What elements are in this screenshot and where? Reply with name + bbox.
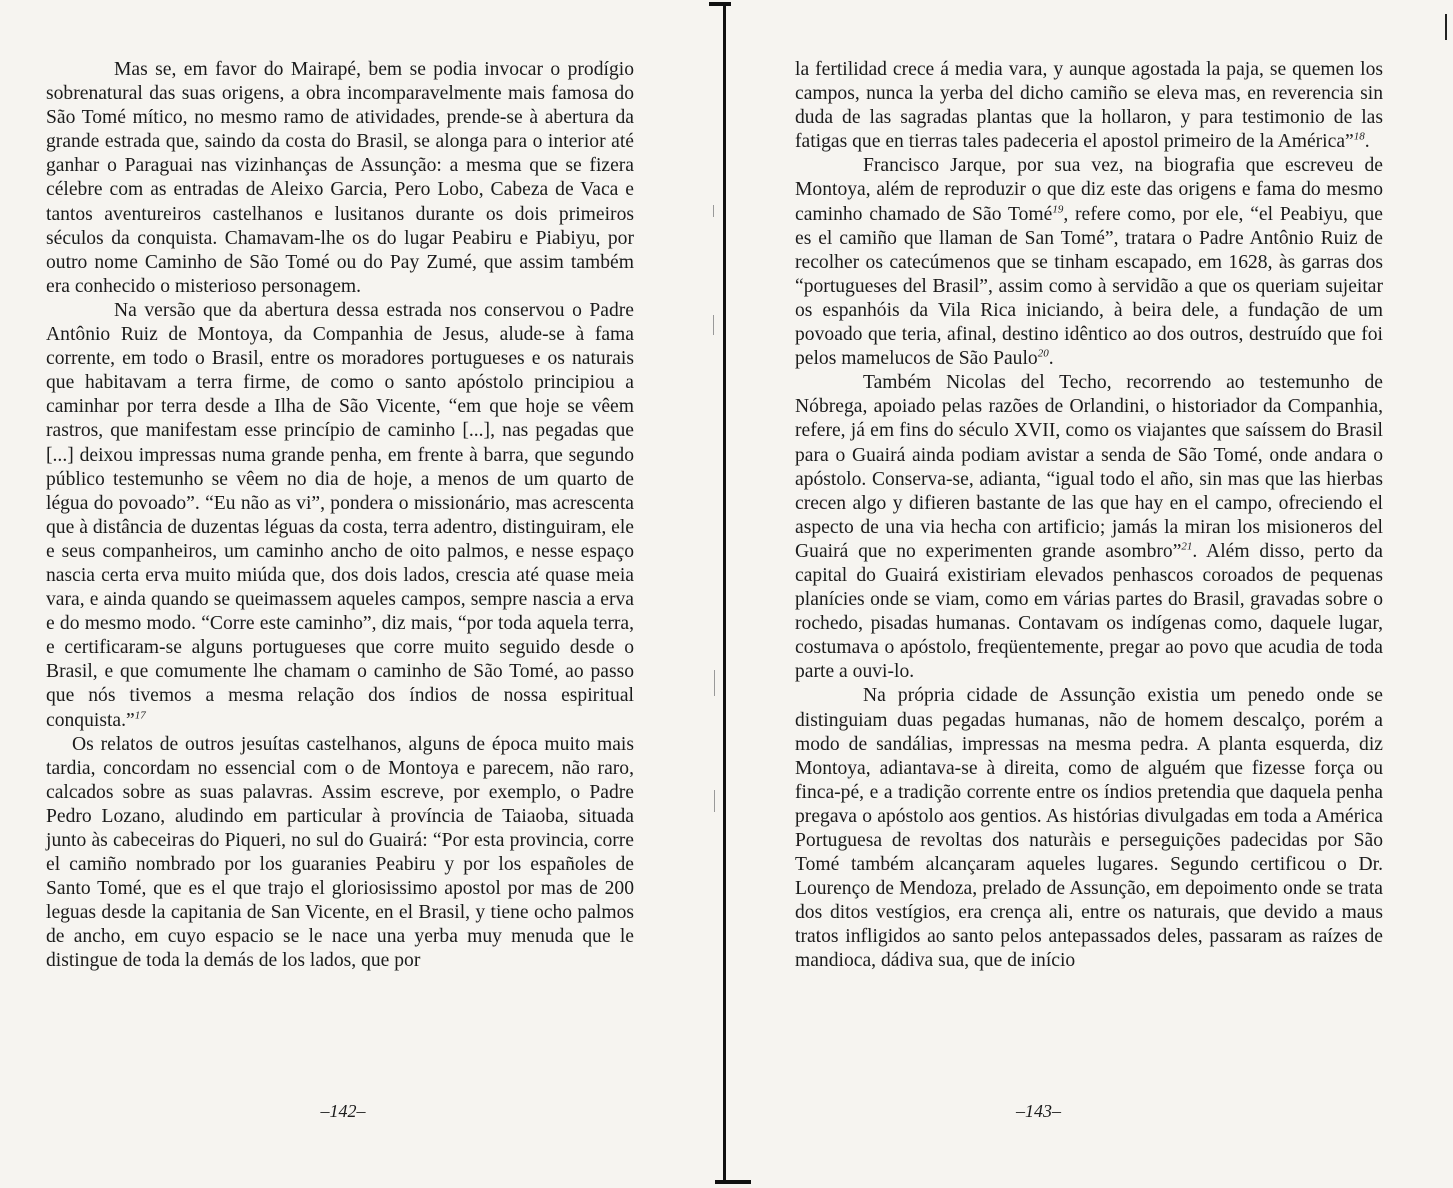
- footnote-ref-17: 17: [134, 709, 146, 721]
- page-number: –142–: [320, 1101, 366, 1121]
- paragraph: [795, 58, 1383, 154]
- paragraph: [46, 299, 634, 733]
- footnote-ref-18: 18: [1353, 130, 1365, 143]
- scan-speck: [713, 315, 714, 335]
- paragraph: Mas se, em favor do Mairapé, bem se podia invocar o prodígio sobrenatural das suas origens, a obra incomparavelmente mais famosa do São Tomé mítico, no mesmo ramo de atividades, prende-se à abertura da grande estrada que, saindo da costa do Brasil, se alonga para o interior até ganhar o Paraguai nas vizinhanças de Assunção: a mesma que se fizera célebre com as entradas de Aleixo Garcia, Pero Lobo, Cabeza de Vaca e tantos aventureiros castelhanos e lusitanos durante os dois primeiros séculos da conquista. Chamavam-lhe os do lugar Peabiru e Piabiyu, por outro nome Caminho de São Tomé ou do Pay Zumé, que assim também era conhecido o misterioso personagem.: [46, 59, 634, 297]
- right-page-body: [795, 58, 1383, 974]
- paragraph-text: Também Nicolas del Techo, recorrendo ao testemunho de Nóbrega, apoiado pelas razões de Orlandini, o historiador da Companhia, refere, já em fins do século XVII, como os viajantes que saíssem do Brasil para o Guairá ainda podiam avistar a senda de São Tomé, onde andara o apóstolo. Conserva-se, adianta, “igual todo el año, sin mas que las hierbas crecen algo y difieren bastante de las que hay en el campo, ofreciendo el aspecto de una via hecha con artificio; jamás la miran los misioneros del Guairá que no experimenten grande asombro”: [795, 372, 1383, 562]
- paragraph-text: Na versão que da abertura dessa estrada nos conservou o Padre Antônio Ruiz de Montoya, da Companhia de Jesus, alude-se à fama corrente, em todo o Brasil, entre os moradores portugueses e os naturais que habitavam a terra firme, de como o santo apóstolo principiou a caminhar por terra desde a Ilha de São Vicente, “em que hoje se vêem rastros, que manifestam esse princípio de caminho [...], nas pegadas que [...] deixou impressas numa grande penha, em frente à barra, que segundo público testemunho se vêem no dia de hoje, a menos de um quarto de légua do povoado”. “Eu não as vi”, pondera o missionário, mas acrescenta que à distância de duzentas léguas da costa, terra adentro, distinguiram, ele e seus companheiros, um caminho ancho de oito palmos, e nesse espaço nascia certa erva muito miúda que, dos dois lados, crescia até quase meia vara, e ainda quando se queimassem aqueles campos, sempre nascia a erva e do mesmo modo. “Corre este caminho”, diz mais, “por toda aquela terra, e certificaram-se alguns portugueses que corre muito seguido desde o Brasil, e que comumente lhe chamam o caminho de São Tomé, ao passo que nós tivemos a mesma relação dos índios de nossa espiritual conquista.”: [46, 299, 634, 731]
- left-page: [0, 0, 718, 1188]
- scan-speck: [714, 790, 715, 812]
- period: .: [1048, 348, 1054, 370]
- period: .: [1364, 131, 1370, 153]
- scan-speck: [713, 205, 714, 217]
- paragraph-text: , refere como, por ele, “el Peabiyu, que es el camiño que llaman de San Tomé”, tratara o Padre Antônio Ruiz de recolher os catecúmenos que se tinham escapado, em 1628, às garras dos “portugueses del Brasil”, assim como à servidão a que os queriam sujeitar os espanhóis da Vila Rica iniciando, à beira dele, a fundação de um povoado que teria, afinal, destino idêntico ao dos outros, destruído que foi pelos mamelucos de São Paulo: [795, 203, 1383, 370]
- gutter-binding: [719, 0, 731, 1188]
- page-number: –143–: [1016, 1101, 1061, 1121]
- paragraph-text: Francisco Jarque, por sua vez, na biografia que escreveu de Montoya, além de reproduzir o que diz este das origens e fama do mesmo caminho chamado de São Tomé: [795, 155, 1383, 225]
- gutter-rule: [723, 6, 726, 1182]
- left-page-body: [46, 58, 634, 974]
- scan-speck: [714, 670, 715, 696]
- paragraph-text: . Além disso, perto da capital do Guairá existiriam elevados penhascos coroados de pequenas planícies onde se viam, como em várias partes do Brasil, gravadas sobre o rochedo, pisadas humanas. Contavam os indígenas como, daquele lugar, costumava o apóstolo, freqüentemente, pregar ao povo que acudia de toda parte a ouvi-lo.: [795, 540, 1383, 683]
- paragraph: Na própria cidade de Assunção existia um penedo onde se distinguiam duas pegadas humanas, não de homem descalço, porém a modo de sandálias, impressas na mesma pedra. A planta esquerda, diz Montoya, adiantava-se à direita, como de alguém que fizesse força ou finca-pé, e a tradição corrente entre os índios pretendia que daquela penha pregava o apóstolo aos gentios. As histórias divulgadas em toda a América Portuguesa de revoltas dos naturàis e perseguições padecidas por São Tomé também alcançaram aqueles lugares. Segundo certificou o Dr. Lourenço de Mendoza, prelado de Assunção, em depoimento onde se trata dos ditos vestígios, era crença ali, entre os naturais, que devido a maus tratos infligidos ao santo pelos antepassados deles, passaram as raízes de mandioca, dádiva sua, que de início: [795, 685, 1383, 972]
- gutter-rule-top: [709, 2, 731, 6]
- right-page: [740, 0, 1453, 1188]
- footnote-ref-20: 20: [1037, 347, 1049, 360]
- footnote-ref-21: 21: [1181, 540, 1193, 553]
- footnote-ref-19: 19: [1052, 203, 1064, 216]
- page-edge-mark: [1445, 14, 1447, 40]
- paragraph: Os relatos de outros jesuítas castelhanos, alguns de época muito mais tardia, concordam no essencial com o de Montoya e parecem, não raro, calcados sobre as suas palavras. Assim escreve, por exemplo, o Padre Pedro Lozano, aludindo em particular à província de Taiaoba, situada junto às cabeceiras do Piqueri, no sul do Guairá: “Por esta provincia, corre el camiño nombrado por los guaranies Peabiru y por los españoles de Santo Tomé, que es el que trajo el gloriosissimo apostol por mas de 200 leguas desde la capitania de San Vicente, en el Brasil, y tiene ocho palmos de ancho, em cuyo espacio se le nace una yerba muy menuda que le distingue de toda la demás de los lados, que por: [46, 733, 634, 972]
- paragraph: [795, 154, 1383, 371]
- paragraph-text: la fertilidad crece á media vara, y aunque agostada la paja, se quemen los campos, nunca la yerba del dicho camiño se eleva mas, en reverencia sin duda de las sagradas plantas que la hollaron, y para testimonio de las fatigas que en tierras tales padeceria el apostol primeiro de la América”: [795, 59, 1383, 153]
- paragraph: [795, 371, 1383, 684]
